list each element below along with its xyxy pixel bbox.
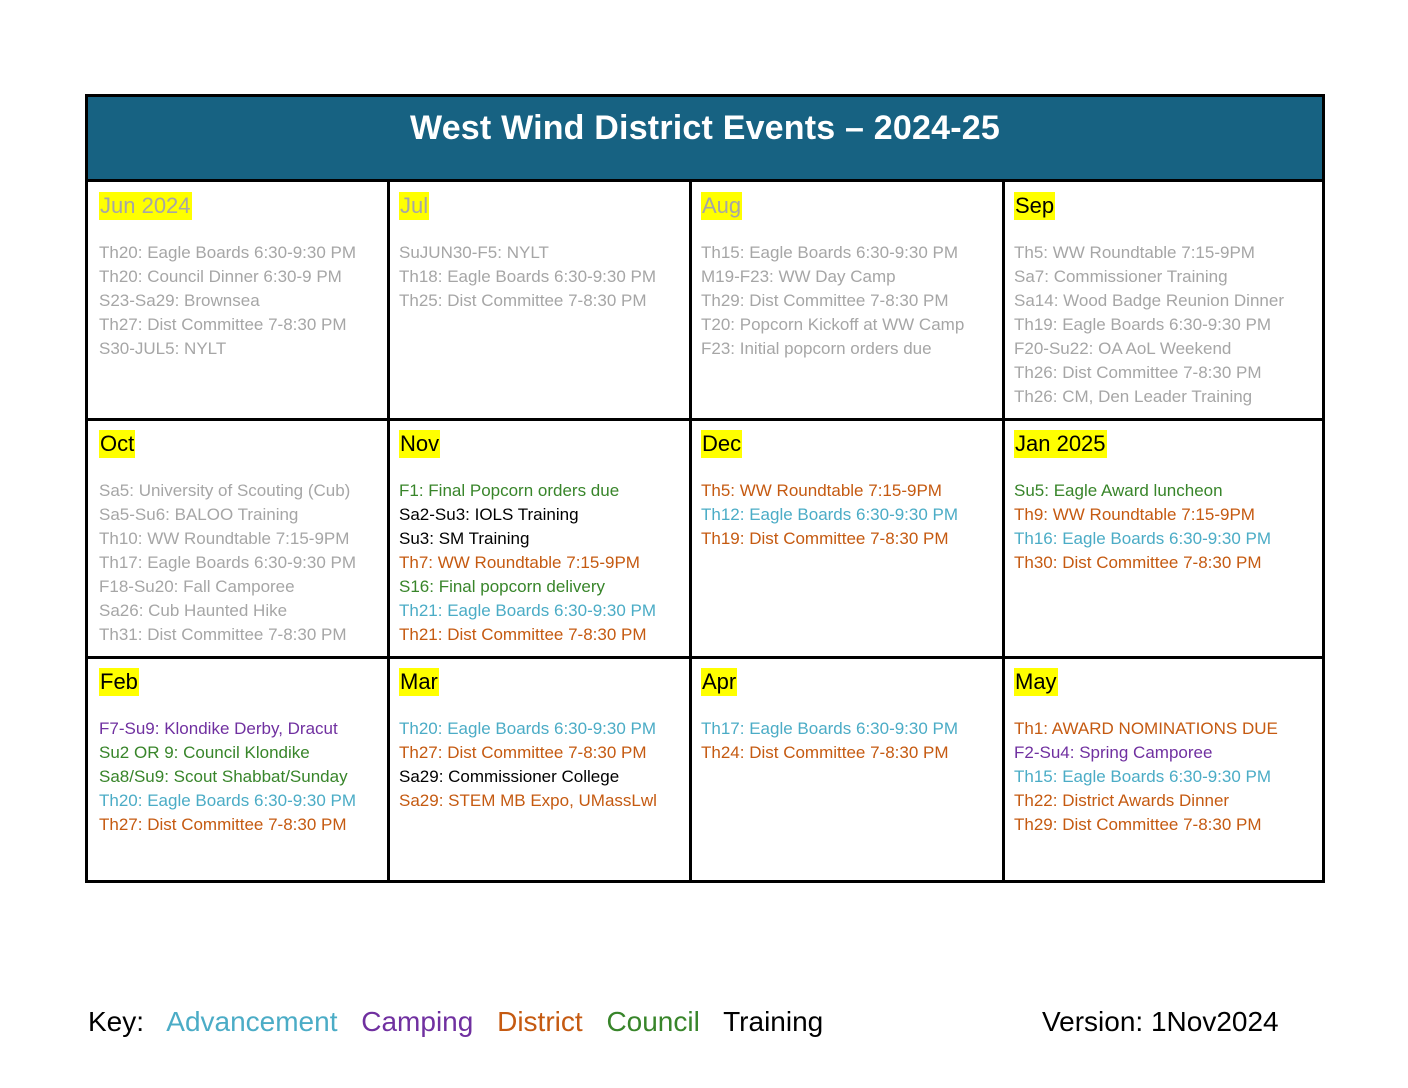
month-cell	[388, 658, 690, 880]
month-label: Apr	[702, 669, 737, 694]
event-item: Th10: WW Roundtable 7:15-9PM	[99, 529, 350, 548]
month-cell	[690, 182, 1003, 420]
event-item: Th27: Dist Committee 7-8:30 PM	[399, 743, 647, 762]
event-item: T20: Popcorn Kickoff at WW Camp	[701, 315, 965, 334]
grid-divider	[1002, 182, 1005, 880]
event-item: Sa29: STEM MB Expo, UMassLwl	[399, 791, 657, 810]
event-item: Th19: Eagle Boards 6:30-9:30 PM	[1014, 315, 1272, 334]
event-item: SuJUN30-F5: NYLT	[399, 243, 549, 262]
month-cell	[388, 420, 690, 658]
event-item: Th20: Council Dinner 6:30-9 PM	[99, 267, 342, 286]
event-item: Th29: Dist Committee 7-8:30 PM	[1014, 815, 1262, 834]
event-item: Su3: SM Training	[399, 529, 530, 548]
event-item: F23: Initial popcorn orders due	[701, 339, 932, 358]
month-label: May	[1015, 669, 1057, 694]
key-advancement: Advancement	[166, 1006, 338, 1037]
event-item: Th20: Eagle Boards 6:30-9:30 PM	[99, 791, 357, 810]
event-item: Th19: Dist Committee 7-8:30 PM	[701, 529, 949, 548]
event-item: Sa29: Commissioner College	[399, 767, 620, 786]
event-item: Th1: AWARD NOMINATIONS DUE	[1014, 719, 1278, 738]
events-calendar	[85, 94, 1325, 883]
event-item: Th5: WW Roundtable 7:15-9PM	[701, 481, 942, 500]
month-cell	[690, 420, 1003, 658]
month-cell	[388, 182, 690, 420]
event-item: Th26: CM, Den Leader Training	[1014, 387, 1253, 406]
event-item: F7-Su9: Klondike Derby, Dracut	[99, 719, 338, 738]
event-item: Th27: Dist Committee 7-8:30 PM	[99, 815, 347, 834]
color-key	[88, 1006, 839, 1038]
event-item: M19-F23: WW Day Camp	[701, 267, 896, 286]
month-label: Feb	[100, 669, 138, 694]
month-cell	[88, 182, 388, 420]
event-item: Sa14: Wood Badge Reunion Dinner	[1014, 291, 1284, 310]
event-item: Th25: Dist Committee 7-8:30 PM	[399, 291, 647, 310]
event-item: Th22: District Awards Dinner	[1014, 791, 1230, 810]
month-cell	[1003, 182, 1322, 420]
grid-divider	[88, 656, 1322, 659]
event-item: Th16: Eagle Boards 6:30-9:30 PM	[1014, 529, 1272, 548]
month-label: Jan 2025	[1015, 431, 1106, 456]
month-label: Jun 2024	[100, 193, 191, 218]
month-cell	[88, 420, 388, 658]
key-camping: Camping	[361, 1006, 474, 1037]
event-item: Th18: Eagle Boards 6:30-9:30 PM	[399, 267, 657, 286]
month-cell	[690, 658, 1003, 880]
event-item: S23-Sa29: Brownsea	[99, 291, 260, 310]
event-item: Th21: Eagle Boards 6:30-9:30 PM	[399, 601, 657, 620]
event-item: Th20: Eagle Boards 6:30-9:30 PM	[399, 719, 657, 738]
event-item: Th15: Eagle Boards 6:30-9:30 PM	[1014, 767, 1272, 786]
month-label: Dec	[702, 431, 742, 456]
event-item: Th29: Dist Committee 7-8:30 PM	[701, 291, 949, 310]
title-bar	[88, 97, 1322, 182]
event-item: Th27: Dist Committee 7-8:30 PM	[99, 315, 347, 334]
event-item: Th17: Eagle Boards 6:30-9:30 PM	[701, 719, 959, 738]
event-item: Su5: Eagle Award luncheon	[1014, 481, 1223, 500]
event-item: Th17: Eagle Boards 6:30-9:30 PM	[99, 553, 357, 572]
event-item: S30-JUL5: NYLT	[99, 339, 227, 358]
event-item: Sa8/Su9: Scout Shabbat/Sunday	[99, 767, 348, 786]
month-label: Mar	[400, 669, 438, 694]
month-label: Aug	[702, 193, 742, 218]
event-item: Th12: Eagle Boards 6:30-9:30 PM	[701, 505, 959, 524]
grid-divider	[88, 418, 1322, 421]
month-cell	[1003, 658, 1322, 880]
event-item: Th31: Dist Committee 7-8:30 PM	[99, 625, 347, 644]
event-item: Sa5: University of Scouting (Cub)	[99, 481, 351, 500]
month-label: Oct	[100, 431, 135, 456]
event-item: F2-Su4: Spring Camporee	[1014, 743, 1213, 762]
event-item: Th15: Eagle Boards 6:30-9:30 PM	[701, 243, 959, 262]
event-item: Th7: WW Roundtable 7:15-9PM	[399, 553, 640, 572]
event-item: F20-Su22: OA AoL Weekend	[1014, 339, 1232, 358]
event-item: Th9: WW Roundtable 7:15-9PM	[1014, 505, 1255, 524]
key-council: Council	[606, 1006, 700, 1037]
event-item: Th5: WW Roundtable 7:15-9PM	[1014, 243, 1255, 262]
event-item: S16: Final popcorn delivery	[399, 577, 606, 596]
event-item: Su2 OR 9: Council Klondike	[99, 743, 310, 762]
grid-divider	[387, 182, 390, 880]
page-title: West Wind District Events – 2024-25	[410, 109, 1000, 147]
key-label: Key:	[88, 1006, 145, 1037]
event-item: F1: Final Popcorn orders due	[399, 481, 620, 500]
version-label: Version: 1Nov2024	[1042, 1006, 1279, 1037]
event-item: F18-Su20: Fall Camporee	[99, 577, 295, 596]
event-item: Th20: Eagle Boards 6:30-9:30 PM	[99, 243, 357, 262]
month-label: Sep	[1015, 193, 1055, 218]
event-item: Th26: Dist Committee 7-8:30 PM	[1014, 363, 1262, 382]
month-label: Jul	[400, 193, 429, 218]
key-district: District	[497, 1006, 583, 1037]
month-cell	[88, 658, 388, 880]
event-item: Th24: Dist Committee 7-8:30 PM	[701, 743, 949, 762]
event-item: Sa26: Cub Haunted Hike	[99, 601, 288, 620]
grid-divider	[689, 182, 692, 880]
event-item: Sa2-Su3: IOLS Training	[399, 505, 579, 524]
event-item: Sa7: Commissioner Training	[1014, 267, 1228, 286]
event-item: Sa5-Su6: BALOO Training	[99, 505, 299, 524]
month-cell	[1003, 420, 1322, 658]
event-item: Th30: Dist Committee 7-8:30 PM	[1014, 553, 1262, 572]
event-item: Th21: Dist Committee 7-8:30 PM	[399, 625, 647, 644]
month-label: Nov	[400, 431, 440, 456]
key-training: Training	[723, 1006, 824, 1037]
